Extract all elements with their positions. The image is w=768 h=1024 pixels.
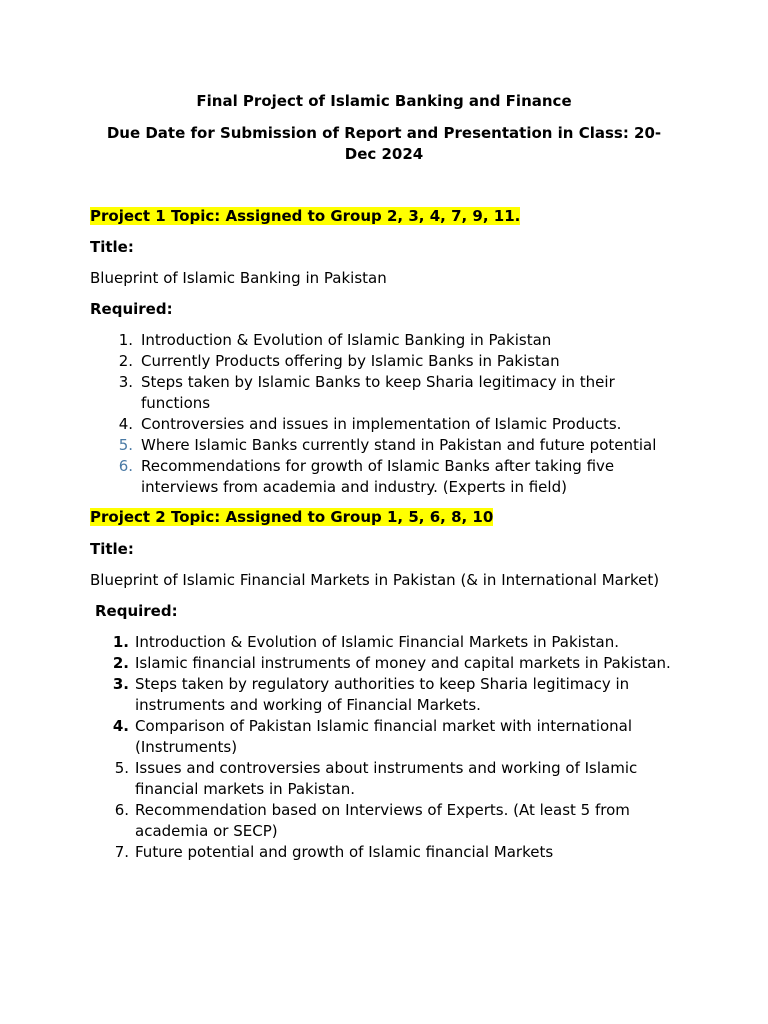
list-item-number: 4. xyxy=(112,717,129,735)
list-item-number: 2. xyxy=(112,654,129,672)
list-item-number: 2. xyxy=(118,352,133,370)
project2-heading-highlight: Project 2 Topic: Assigned to Group 1, 5, 6, 8, 10 xyxy=(90,508,494,526)
list-item xyxy=(118,351,681,372)
list-item xyxy=(118,330,681,351)
list-item xyxy=(112,632,695,653)
list-item xyxy=(118,456,681,498)
list-item xyxy=(112,716,695,758)
list-item-number: 3. xyxy=(118,373,133,391)
list-item-number: 3. xyxy=(112,675,129,693)
project1-required-list xyxy=(118,330,681,498)
document-title: Final Project of Islamic Banking and Finance xyxy=(196,92,572,110)
project1-title-text: Blueprint of Islamic Banking in Pakistan xyxy=(90,269,387,287)
list-item-text: Steps taken by regulatory authorities to keep Sharia legitimacy in instruments and working of Financial Markets. xyxy=(135,675,630,714)
list-item-number: 7. xyxy=(114,843,129,861)
list-item-text: Issues and controversies about instruments and working of Islamic financial markets in Pakistan. xyxy=(135,759,638,798)
list-item xyxy=(118,372,681,414)
project1-title-label: Title: xyxy=(90,238,134,256)
list-item-number: 6. xyxy=(118,457,133,475)
due-date: Due Date for Submission of Report and Presentation in Class: 20-Dec 2024 xyxy=(106,124,662,163)
list-item xyxy=(114,758,695,800)
list-item-text: Comparison of Pakistan Islamic financial market with international (Instruments) xyxy=(135,717,633,756)
list-item xyxy=(118,435,681,456)
list-item-number: 5. xyxy=(118,436,133,454)
list-item-number: 1. xyxy=(112,633,129,651)
project2-heading xyxy=(90,507,493,528)
list-item-number: 1. xyxy=(118,331,133,349)
list-item xyxy=(114,800,695,842)
list-item-text: Introduction & Evolution of Islamic Financial Markets in Pakistan. xyxy=(135,633,620,651)
list-item xyxy=(112,674,695,716)
list-item xyxy=(112,653,695,674)
project1-heading-highlight: Project 1 Topic: Assigned to Group 2, 3, 4, 7, 9, 11. xyxy=(90,207,521,225)
list-item-text: Currently Products offering by Islamic Banks in Pakistan xyxy=(141,352,560,370)
list-item-text: Introduction & Evolution of Islamic Banking in Pakistan xyxy=(141,331,552,349)
list-item-text: Where Islamic Banks currently stand in Pakistan and future potential xyxy=(141,436,657,454)
project2-title-label: Title: xyxy=(90,540,134,558)
list-item-text: Controversies and issues in implementation of Islamic Products. xyxy=(141,415,622,433)
list-item-number: 5. xyxy=(114,759,129,777)
list-item-number: 4. xyxy=(118,415,133,433)
project2-title-text: Blueprint of Islamic Financial Markets in Pakistan (& in International Market) xyxy=(90,571,660,589)
list-item xyxy=(114,842,695,863)
list-item-text: Steps taken by Islamic Banks to keep Sharia legitimacy in their functions xyxy=(141,373,615,412)
list-item-text: Recommendations for growth of Islamic Banks after taking five interviews from academia and industry. (Experts in field) xyxy=(141,457,615,496)
project2-required-label: Required: xyxy=(95,602,178,620)
project1-heading xyxy=(90,206,520,227)
list-item-text: Future potential and growth of Islamic financial Markets xyxy=(135,843,554,861)
list-item-text: Recommendation based on Interviews of Experts. (At least 5 from academia or SECP) xyxy=(135,801,630,840)
project1-required-label: Required: xyxy=(90,300,173,318)
list-item-text: Islamic financial instruments of money and capital markets in Pakistan. xyxy=(135,654,671,672)
list-item xyxy=(118,414,681,435)
project2-required-list xyxy=(112,632,695,863)
list-item-number: 6. xyxy=(114,801,129,819)
